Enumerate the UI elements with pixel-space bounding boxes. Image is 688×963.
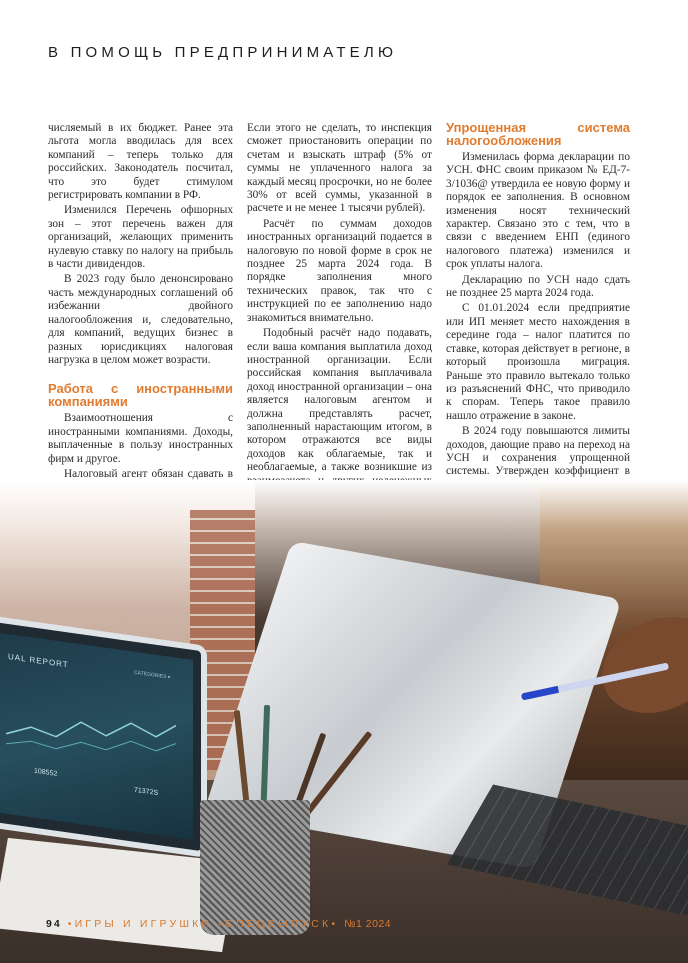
paragraph: числяемый в их бюджет. Ранее эта льгота могла вводилась для всех компаний – теперь только для российских. Законодатель посчитал, что это будет стимулом регистрировать компании в РФ. (48, 122, 233, 202)
paragraph: Подобный расчёт надо подавать, если ваша компания выплатила доход иностранной организации. Если российская компания выплачивала доход иностранной организации – она является налоговым агентом и должна представлять расчет, заполненный нарастающим итогом, в котором отражаются все виды доходов как облагаемые, так и необлагаемые, а также возникшие из (247, 327, 432, 474)
text-column-2 (247, 122, 432, 503)
paragraph: Взаимоотношения с иностранными компаниями. Доходы, выплаченные в пользу иностранных фирм и другое. (48, 412, 233, 465)
paragraph: Декларацию по УСН надо сдать не позднее 25 марта 2024 года. (446, 273, 630, 300)
section-header: В ПОМОЩЬ ПРЕДПРИНИМАТЕЛЮ (48, 44, 398, 61)
tablet-report-title: UAL REPORT (8, 651, 69, 670)
paragraph: В 2023 году было денонсировано часть международных соглашений об избежании двойного налогообложения и, следовательно, для компаний, ведущих бизнес в разных юрисдикциях налоговая нагрузка в целом может возрасти. (48, 273, 233, 366)
tablet-screen (0, 632, 193, 840)
tablet-chart (6, 694, 176, 778)
paragraph: В 2024 году повышаются лимиты доходов, дающие право на переход на УСН и сохранения упрощенной системы. Утвержден коэффициент в (446, 425, 630, 478)
tablet-dropdown: CATEGORIES ▾ (134, 669, 171, 681)
paragraph: Налоговый агент обязан сдавать в (64, 467, 233, 480)
tablet-stat-1: 108552 (34, 767, 58, 778)
paragraph: Расчёт по суммам доходов иностранных организаций подается в налоговую по новой форме в срок не позднее 25 марта 2024 года. В порядке заполнения много технических правок, так что с инструкцией по ее заполнению надо знакомиться внимательно. (247, 217, 432, 324)
paragraph: С 01.01.2024 если предприятие или ИП меняет место нахождения в середине года – налог платится по ставке, которая действует в регионе, в который произошла миграция. Раньше это правило вытекало только из разъяснений ФНС, что приводило к спорам. Теперь такое правило нашло отражение в законе. (446, 302, 630, 422)
page-number: 94 (46, 918, 62, 930)
tablet-stat-2: 71372S (134, 786, 159, 798)
paragraph: Изменился Перечень офшорных зон – этот перечень важен для организаций, желающих применить нулевую ставку по налогу на прибыль в части дивидендов. (48, 204, 233, 271)
office-photo (0, 480, 688, 963)
issue-number: №1 2024 (344, 918, 392, 930)
subheading-usn: Упрощенная система налогообложения (446, 120, 630, 148)
text-column-1 (48, 122, 233, 510)
text-column-3 (446, 122, 630, 508)
page-footer (46, 918, 391, 930)
subheading-foreign-companies: Работа с иностранными компаниями (48, 381, 233, 409)
paragraph: Изменилась форма декларации по УСН. ФНС своим приказом № ЕД-7-3/1036@ утвердила ее новую форму и порядок ее заполнения. В основном изменения носят технический характер. Связано это с тем, что в связи с введением ЕНП (единого налогового платежа) изменился и срок уплаты налога. (446, 151, 630, 271)
magazine-name: •ИГРЫ И ИГРУШКИ •СПЕЦВЫПУСК• (67, 918, 339, 930)
photo-tablet (0, 614, 207, 858)
paragraph: Если этого не сделать, то инспекция сможет приостановить операции по счетам и взыскать штраф (5% от суммы не уплаченного налога за каждый месяц просрочки, но не более 30% от всей суммы, указанной в расчете и не менее 1 тысячи рублей). (247, 122, 432, 215)
photo-pencil-cup (200, 800, 310, 935)
